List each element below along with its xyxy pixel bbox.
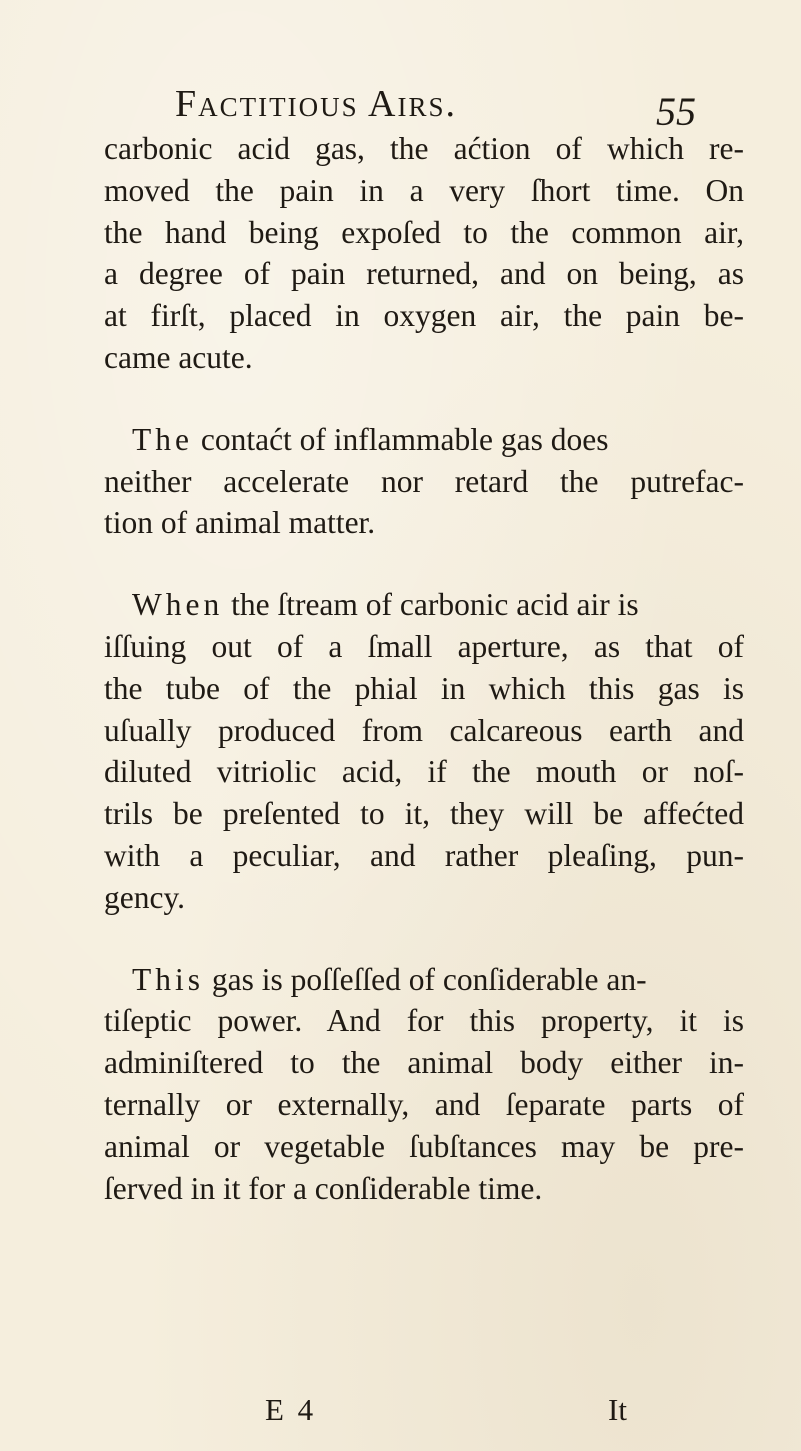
paragraph-lead-word: The	[132, 421, 193, 457]
text-line: trils be preſented to it, they will be affećted	[104, 796, 744, 832]
running-title: Factitious Airs.	[175, 83, 457, 125]
text-line: adminiſtered to the animal body either in-	[104, 1045, 744, 1081]
text-line: animal or vegetable ſubſtances may be pre-	[104, 1128, 744, 1164]
page-header	[0, 70, 801, 134]
paragraph-3	[104, 584, 744, 918]
text-line	[104, 419, 744, 461]
paragraph-lead-word: When	[132, 587, 224, 623]
text-line: ternally or externally, and ſeparate parts of	[104, 1086, 744, 1122]
text-line: the tube of the phial in which this gas is	[104, 670, 744, 706]
text-line: ſerved in it for a conſiderable time.	[104, 1170, 543, 1206]
text-line: uſually produced from calcareous earth and	[104, 712, 744, 748]
text-line	[104, 584, 744, 626]
text-line: diluted vitriolic acid, if the mouth or noſ-	[104, 754, 744, 790]
text-line: came acute.	[104, 339, 253, 375]
catchword: It	[608, 1392, 627, 1427]
text-fragment: contaćt of inflammable gas does	[192, 421, 609, 457]
paragraph-4	[104, 959, 744, 1210]
text-line	[104, 959, 744, 1001]
paragraph-1	[104, 128, 744, 379]
text-line: at firſt, placed in oxygen air, the pain be-	[104, 298, 744, 334]
text-line: tiſeptic power. And for this property, it is	[104, 1003, 744, 1039]
text-line: gency.	[104, 879, 186, 915]
text-fragment: gas is poſſeſſed of conſiderable an-	[204, 961, 647, 997]
text-line: tion of animal matter.	[104, 505, 376, 541]
paragraph-2	[104, 419, 744, 544]
text-line: iſſuing out of a ſmall aperture, as that of	[104, 628, 744, 664]
text-line: neither accelerate nor retard the putrefac-	[104, 463, 744, 499]
text-line: a degree of pain returned, and on being, as	[104, 256, 744, 292]
signature-mark: E 4	[265, 1392, 317, 1427]
page-footer	[0, 1392, 801, 1442]
text-line: with a peculiar, and rather pleaſing, pun-	[104, 837, 744, 873]
paragraph-lead-word: This	[132, 961, 205, 997]
text-line: moved the pain in a very ſhort time. On	[104, 172, 744, 208]
text-line: the hand being expoſed to the common air,	[104, 214, 744, 250]
text-fragment: the ſtream of carbonic acid air is	[223, 587, 639, 623]
text-line: carbonic acid gas, the aćtion of which re-	[104, 131, 744, 166]
body-text	[104, 128, 744, 1209]
page-number: 55	[656, 89, 696, 134]
